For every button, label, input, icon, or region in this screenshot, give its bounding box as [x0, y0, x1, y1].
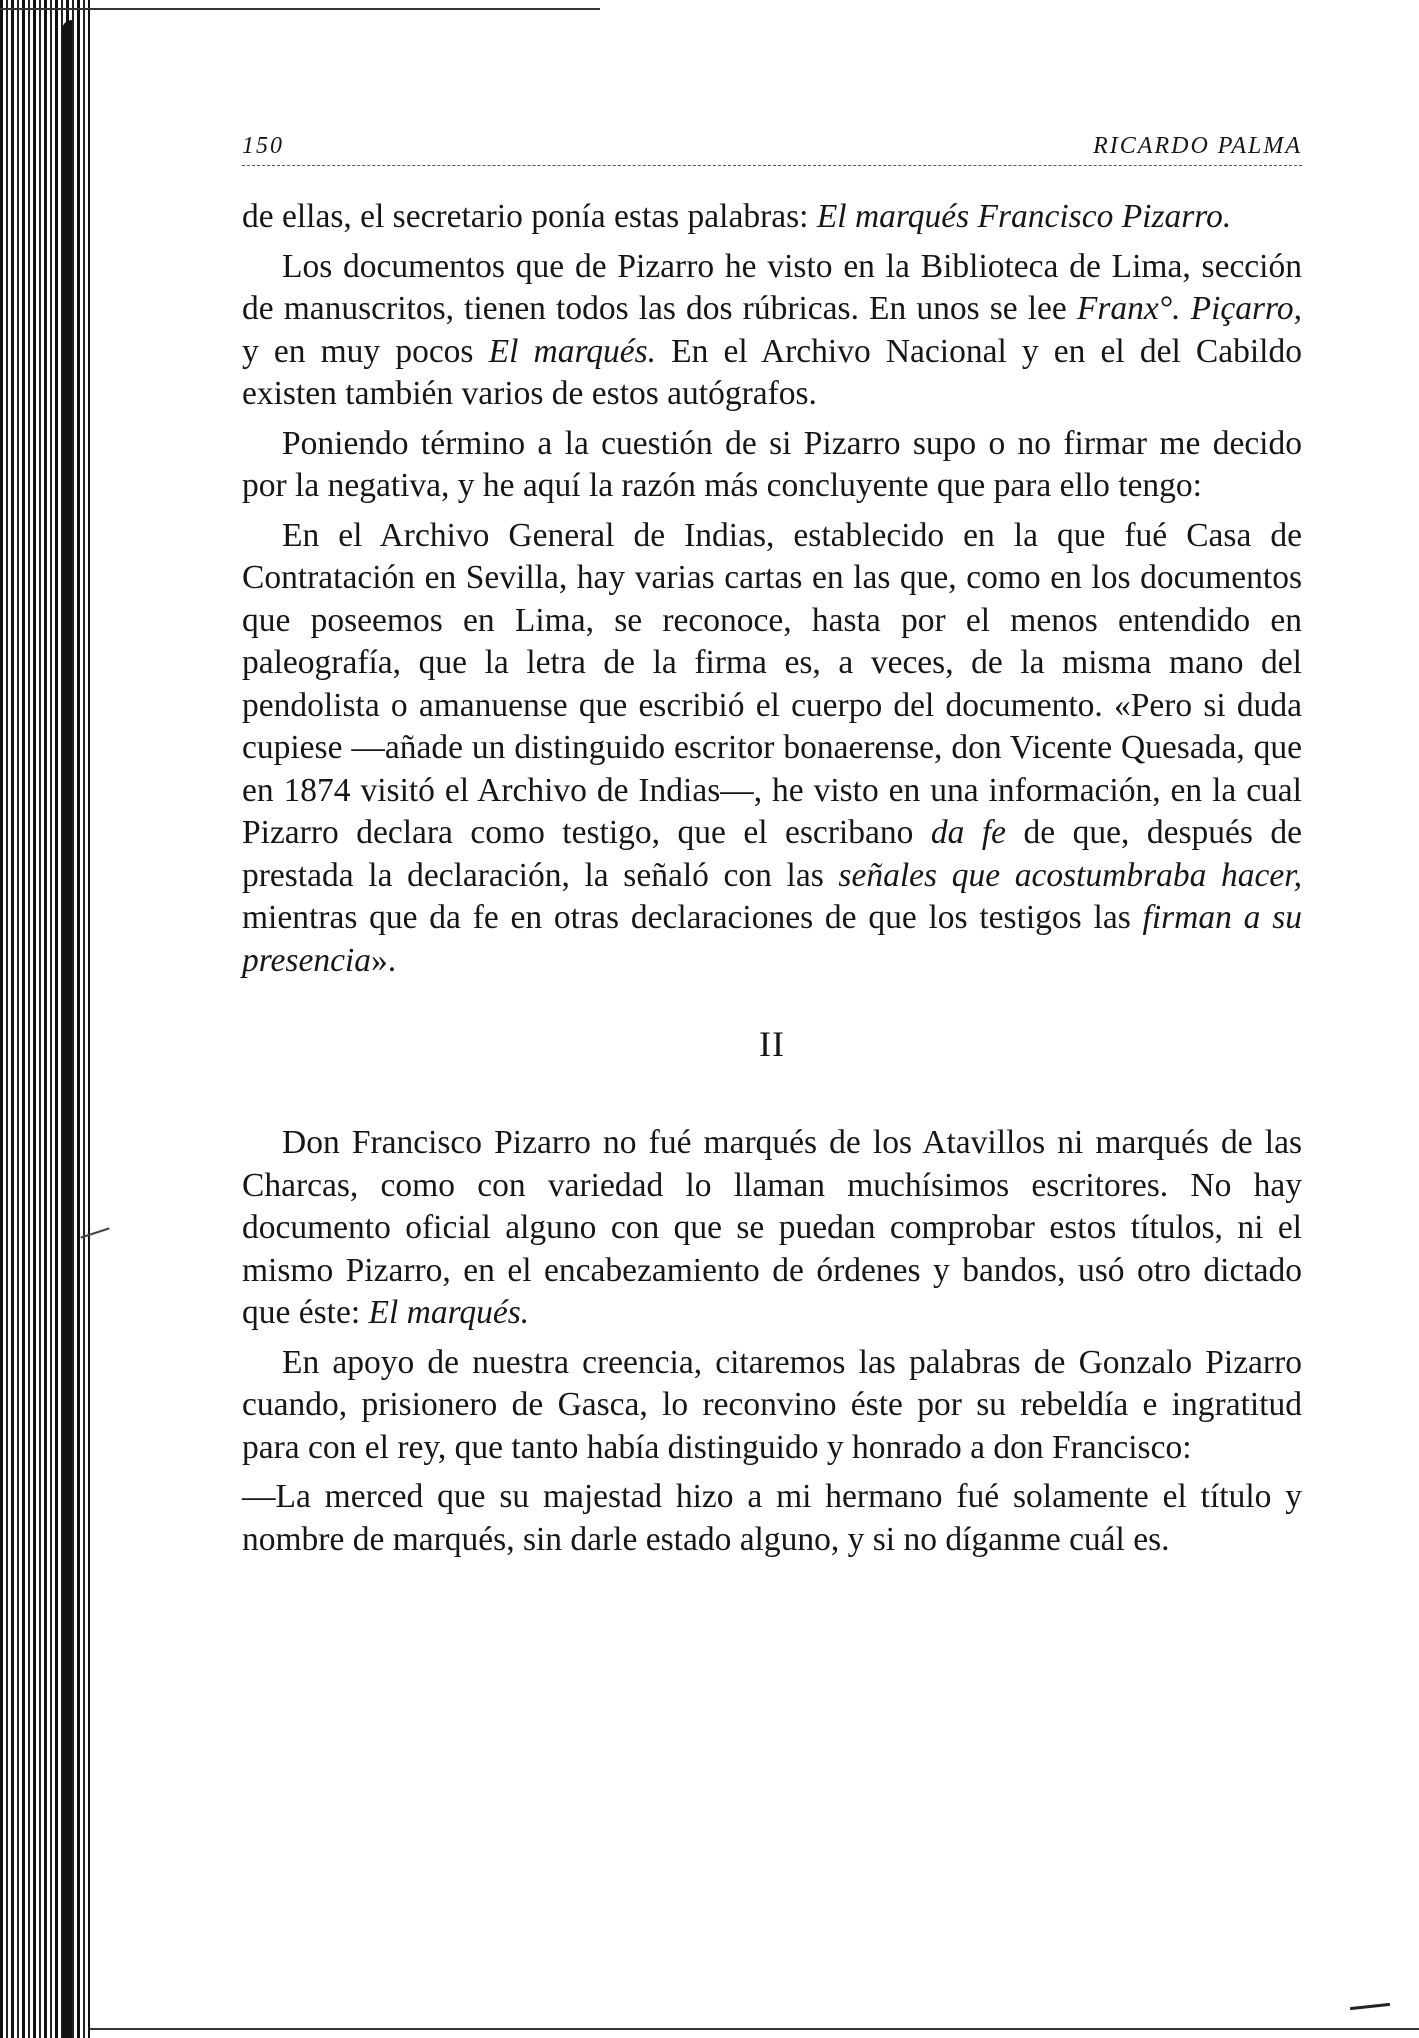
- paragraph-4-text-b: de que, después de prestada la declaración, la señaló con las: [242, 814, 1302, 894]
- page-body: [242, 196, 1302, 1568]
- page-curl-shadow: [62, 20, 72, 2038]
- book-binding-edge: [0, 0, 90, 2038]
- section-number: II: [759, 1024, 785, 1064]
- paragraph-2-italic-1: Franx°. Piçarro,: [1076, 290, 1302, 327]
- paragraph-5-text: Don Francisco Pizarro no fué marqués de los Atavillos ni marqués de las Charcas, como con variedad lo llaman muchísimos escritores. No hay documento oficial alguno con que se puedan comprobar estos títulos, ni el mismo Pizarro, en el encabezamiento de órdenes y bandos, usó otro dictado que éste:: [242, 1124, 1302, 1331]
- paragraph-4-text-c: mientras que da fe en otras declaraciones de que los testigos las: [242, 899, 1143, 936]
- paragraph-2-text-c: En el Archivo Nacional y en el del Cabildo existen también varios de estos autógrafos.: [242, 332, 1302, 412]
- paragraph-4-text-d: ».: [371, 941, 397, 979]
- paragraph-3: Poniendo término a la cuestión de si Pizarro supo o no firmar me decido por la negativa, y he aquí la razón más concluyente que para ello tengo:: [242, 424, 1302, 504]
- paragraph-1-text: de ellas, el secretario ponía estas palabras:: [242, 198, 817, 235]
- paragraph-2-italic-2: El marqués.: [488, 332, 657, 370]
- paragraph-4-italic-2: señales que acostumbraba hacer,: [838, 856, 1302, 894]
- paragraph-4: [242, 515, 1302, 983]
- page-top-edge: [0, 8, 600, 10]
- paragraph-6: En apoyo de nuestra creencia, citaremos las palabras de Gonzalo Pizarro cuando, prisionero de Gasca, lo reconvino éste por su rebeldía e ingratitud para con el rey, que tanto había distinguido y honrado a don Francisco:: [242, 1343, 1302, 1466]
- paragraph-2: [242, 246, 1302, 416]
- running-head: [242, 131, 1302, 166]
- paragraph-4-italic-3: firman a su presencia: [242, 899, 1302, 979]
- paragraph-2-text-b: y en muy pocos: [242, 332, 489, 370]
- paragraph-4-italic-1: da fe: [930, 814, 1007, 851]
- paragraph-1: [242, 196, 1302, 239]
- running-title: RICARDO PALMA: [1093, 133, 1302, 159]
- paragraph-1-italic: El marqués Francisco Pizarro.: [816, 198, 1232, 235]
- page-bottom-edge: [90, 2028, 1419, 2030]
- corner-ink-mark: [1350, 2003, 1390, 2010]
- paragraph-7: —La merced que su majestad hizo a mi hermano fué solamente el título y nombre de marqués, sin darle estado alguno, y si no díganme cuál es.: [242, 1478, 1302, 1558]
- page-number: 150: [242, 133, 284, 159]
- paragraph-5-italic: El marqués.: [368, 1294, 530, 1331]
- paragraph-4-text-a: En el Archivo General de Indias, establecido en la que fué Casa de Contratación en Sevilla, hay varias cartas en las que, como en los documentos que poseemos en Lima, se reconoce, hasta por el menos entendido en paleografía, que la letra de la firma es, a veces, de la misma mano del pendolista o amanuense que escribió el cuerpo del documento. «Pero si duda cupiese —añade un distinguido escritor bonaerense, don Vicente Quesada, que en 1874 visitó el Archivo de Indias—, he visto en una información, en la cual Pizarro declara como testigo, que el escribano: [242, 516, 1302, 851]
- paragraph-5: [242, 1122, 1302, 1335]
- paragraph-2-text-a: Los documentos que de Pizarro he visto en la Biblioteca de Lima, sección de manuscritos, tienen todos las dos rúbricas. En unos se lee: [242, 247, 1302, 327]
